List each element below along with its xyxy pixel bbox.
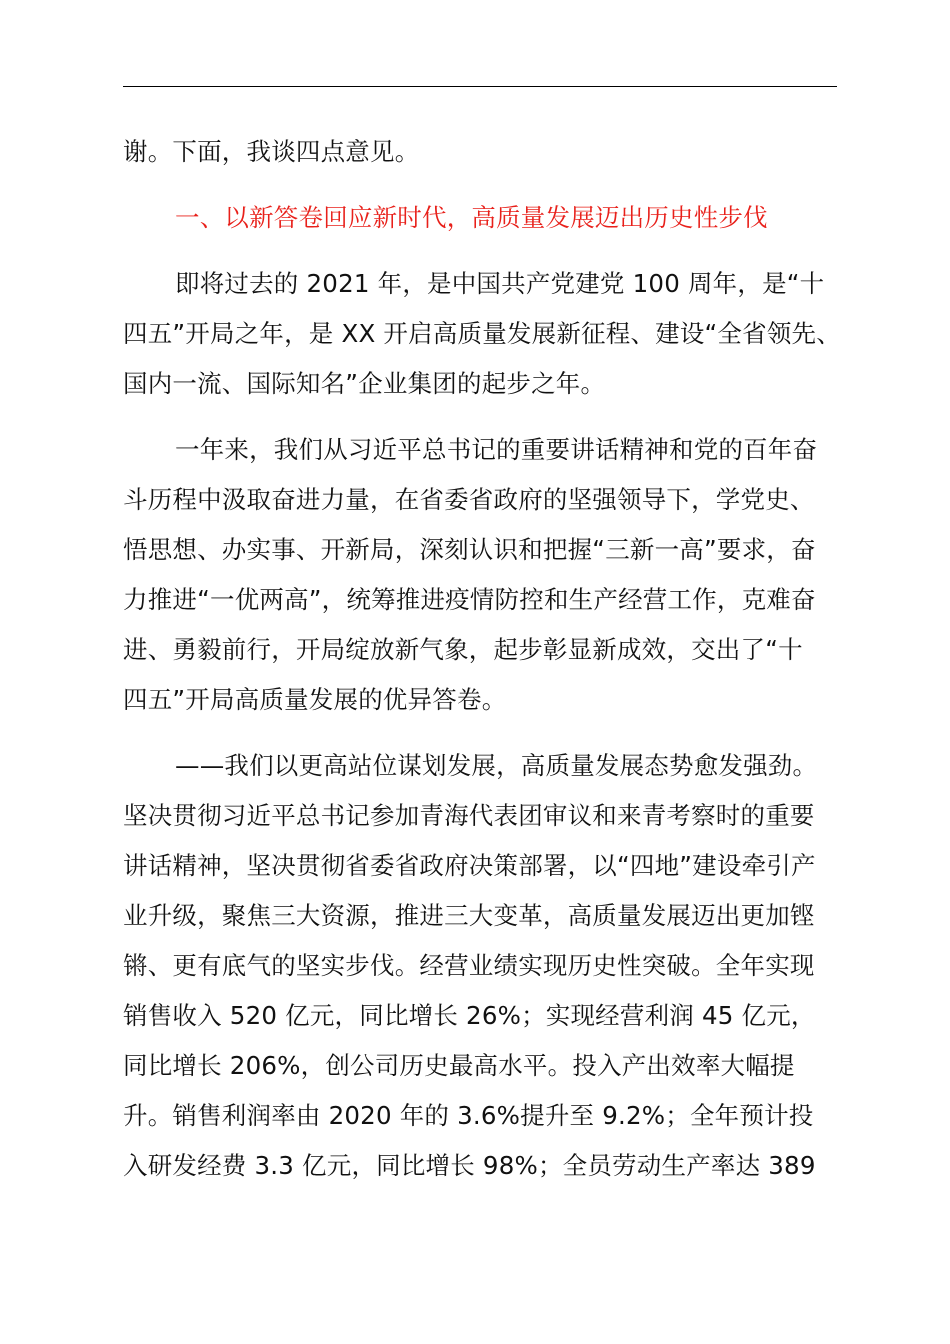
paragraph-line: 销售收入 520 亿元，同比增长 26%；实现经营利润 45 亿元，	[123, 1001, 816, 1030]
paragraph-line: 同比增长 206%，创公司历史最高水平。投入产出效率大幅提	[123, 1051, 795, 1080]
paragraph-line: 讲话精神，坚决贯彻省委省政府决策部署，以“四地”建设牵引产	[123, 851, 816, 880]
paragraph-line: 入研发经费 3.3 亿元，同比增长 98%；全员劳动生产率达 389	[123, 1151, 816, 1180]
paragraph-line: 国内一流、国际知名”企业集团的起步之年。	[123, 369, 606, 398]
paragraph-line: 坚决贯彻习近平总书记参加青海代表团审议和来青考察时的重要	[123, 801, 815, 830]
heading-line: 一、以新答卷回应新时代，高质量发展迈出历史性步伐	[175, 203, 768, 232]
document-body	[123, 127, 841, 1191]
paragraph-line: 一年来，我们从习近平总书记的重要讲话精神和党的百年奋	[175, 435, 818, 464]
paragraph-line: 谢。下面，我谈四点意见。	[123, 137, 420, 166]
paragraph-line: 锵、更有底气的坚实步伐。经营业绩实现历史性突破。全年实现	[123, 951, 815, 980]
paragraph-line: 业升级，聚焦三大资源，推进三大变革，高质量发展迈出更加铿	[123, 901, 815, 930]
paragraph-year-review	[123, 425, 837, 725]
paragraph-2021-overview	[123, 259, 841, 409]
paragraph-line: 四五”开局之年，是 XX 开启高质量发展新征程、建设“全省领先、	[123, 319, 841, 348]
paragraph-development-results	[123, 741, 837, 1191]
paragraph-line: ——我们以更高站位谋划发展，高质量发展态势愈发强劲。	[175, 751, 818, 780]
paragraph-line: 悟思想、办实事、开新局，深刻认识和把握“三新一高”要求，奋	[123, 535, 816, 564]
header-rule	[123, 86, 837, 87]
paragraph-intro-closing	[123, 127, 837, 177]
paragraph-line: 即将过去的 2021 年，是中国共产党建党 100 周年，是“十	[175, 269, 825, 298]
paragraph-line: 力推进“一优两高”，统筹推进疫情防控和生产经营工作，克难奋	[123, 585, 816, 614]
paragraph-line: 升。销售利润率由 2020 年的 3.6%提升至 9.2%；全年预计投	[123, 1101, 814, 1130]
paragraph-line: 四五”开局高质量发展的优异答卷。	[123, 685, 507, 714]
paragraph-line: 斗历程中汲取奋进力量，在省委省政府的坚强领导下，学党史、	[123, 485, 815, 514]
section-heading	[123, 193, 837, 243]
paragraph-line: 进、勇毅前行，开局绽放新气象，起步彰显新成效，交出了“十	[123, 635, 803, 664]
